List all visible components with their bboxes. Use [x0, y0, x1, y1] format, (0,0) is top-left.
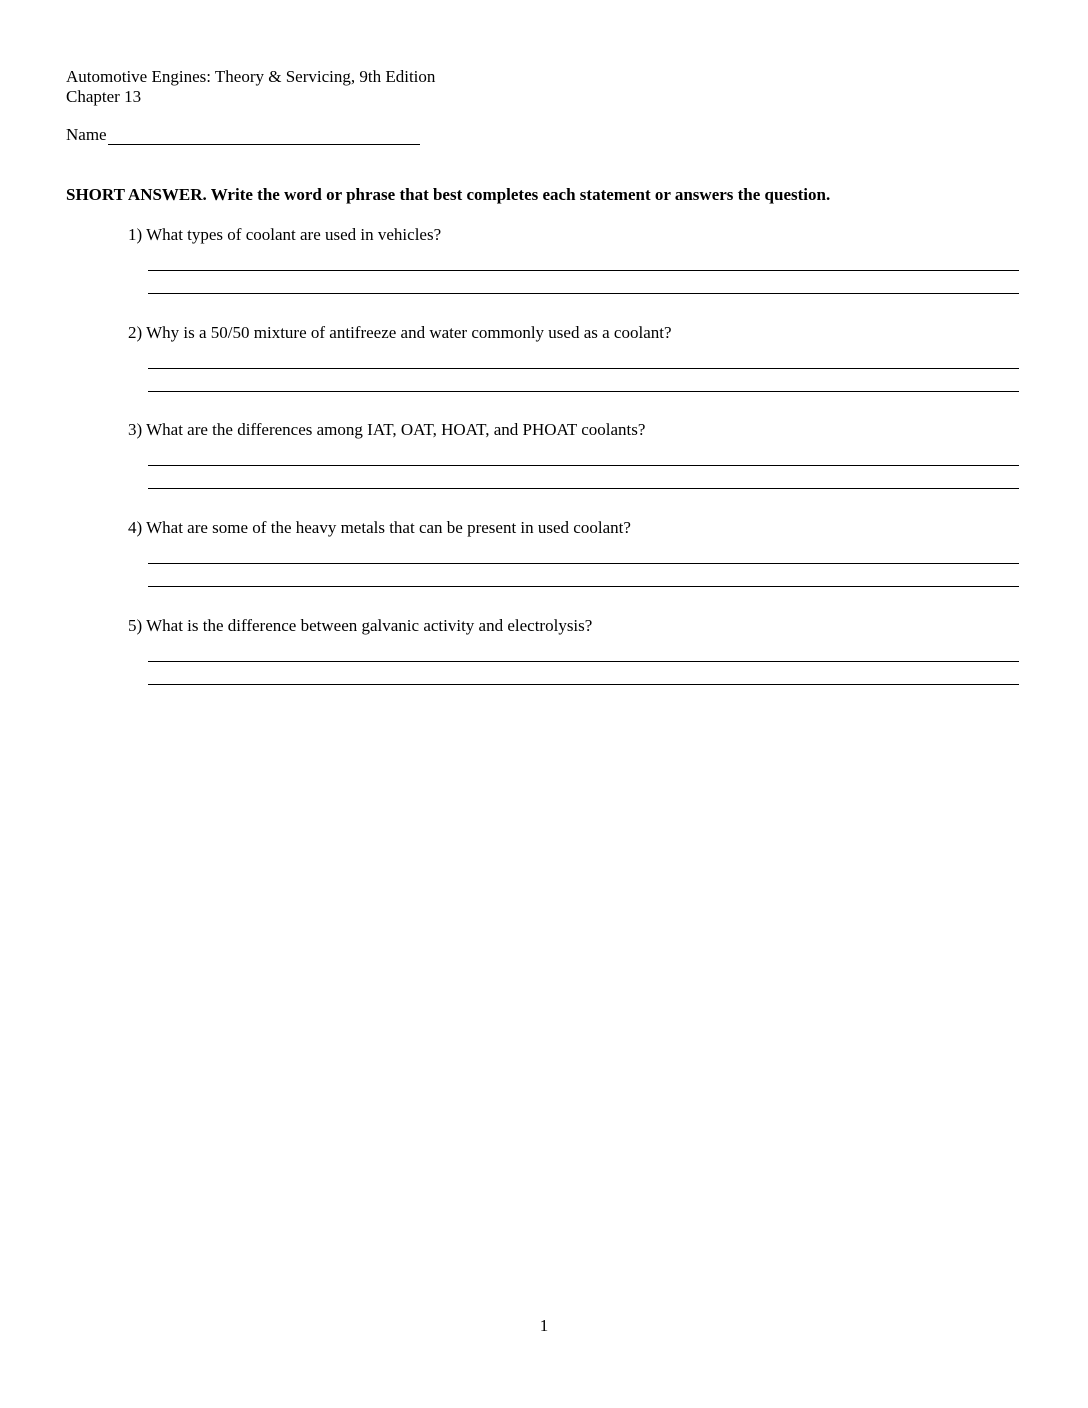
question-5	[128, 616, 1020, 636]
answer-line[interactable]	[148, 465, 1019, 466]
answer-line[interactable]	[148, 391, 1019, 392]
name-label: Name	[66, 125, 107, 144]
question-text: 2) Why is a 50/50 mixture of antifreeze and water commonly used as a coolant?	[128, 323, 672, 342]
question-text: 5) What is the difference between galvanic activity and electrolysis?	[128, 616, 593, 635]
answer-line[interactable]	[148, 563, 1019, 564]
question-3	[128, 420, 1020, 440]
question-text: 3) What are the differences among IAT, OAT, HOAT, and PHOAT coolants?	[128, 420, 646, 439]
section-instructions: SHORT ANSWER. Write the word or phrase that best completes each statement or answers the question.	[66, 185, 831, 204]
answer-line[interactable]	[148, 293, 1019, 294]
question-text: 1) What types of coolant are used in vehicles?	[128, 225, 442, 244]
answer-line[interactable]	[148, 684, 1019, 685]
name-field	[66, 125, 420, 145]
name-blank-line[interactable]	[108, 125, 420, 145]
book-title: Automotive Engines: Theory & Servicing, 9th Edition	[66, 67, 436, 86]
question-2	[128, 323, 1020, 343]
page-number: 1	[539, 1316, 549, 1335]
question-text: 4) What are some of the heavy metals that can be present in used coolant?	[128, 518, 631, 537]
answer-line[interactable]	[148, 661, 1019, 662]
chapter-label: Chapter 13	[66, 87, 142, 106]
answer-line[interactable]	[148, 270, 1019, 271]
question-4	[128, 518, 1020, 538]
question-1	[128, 225, 1020, 245]
answer-line[interactable]	[148, 586, 1019, 587]
answer-line[interactable]	[148, 368, 1019, 369]
answer-line[interactable]	[148, 488, 1019, 489]
